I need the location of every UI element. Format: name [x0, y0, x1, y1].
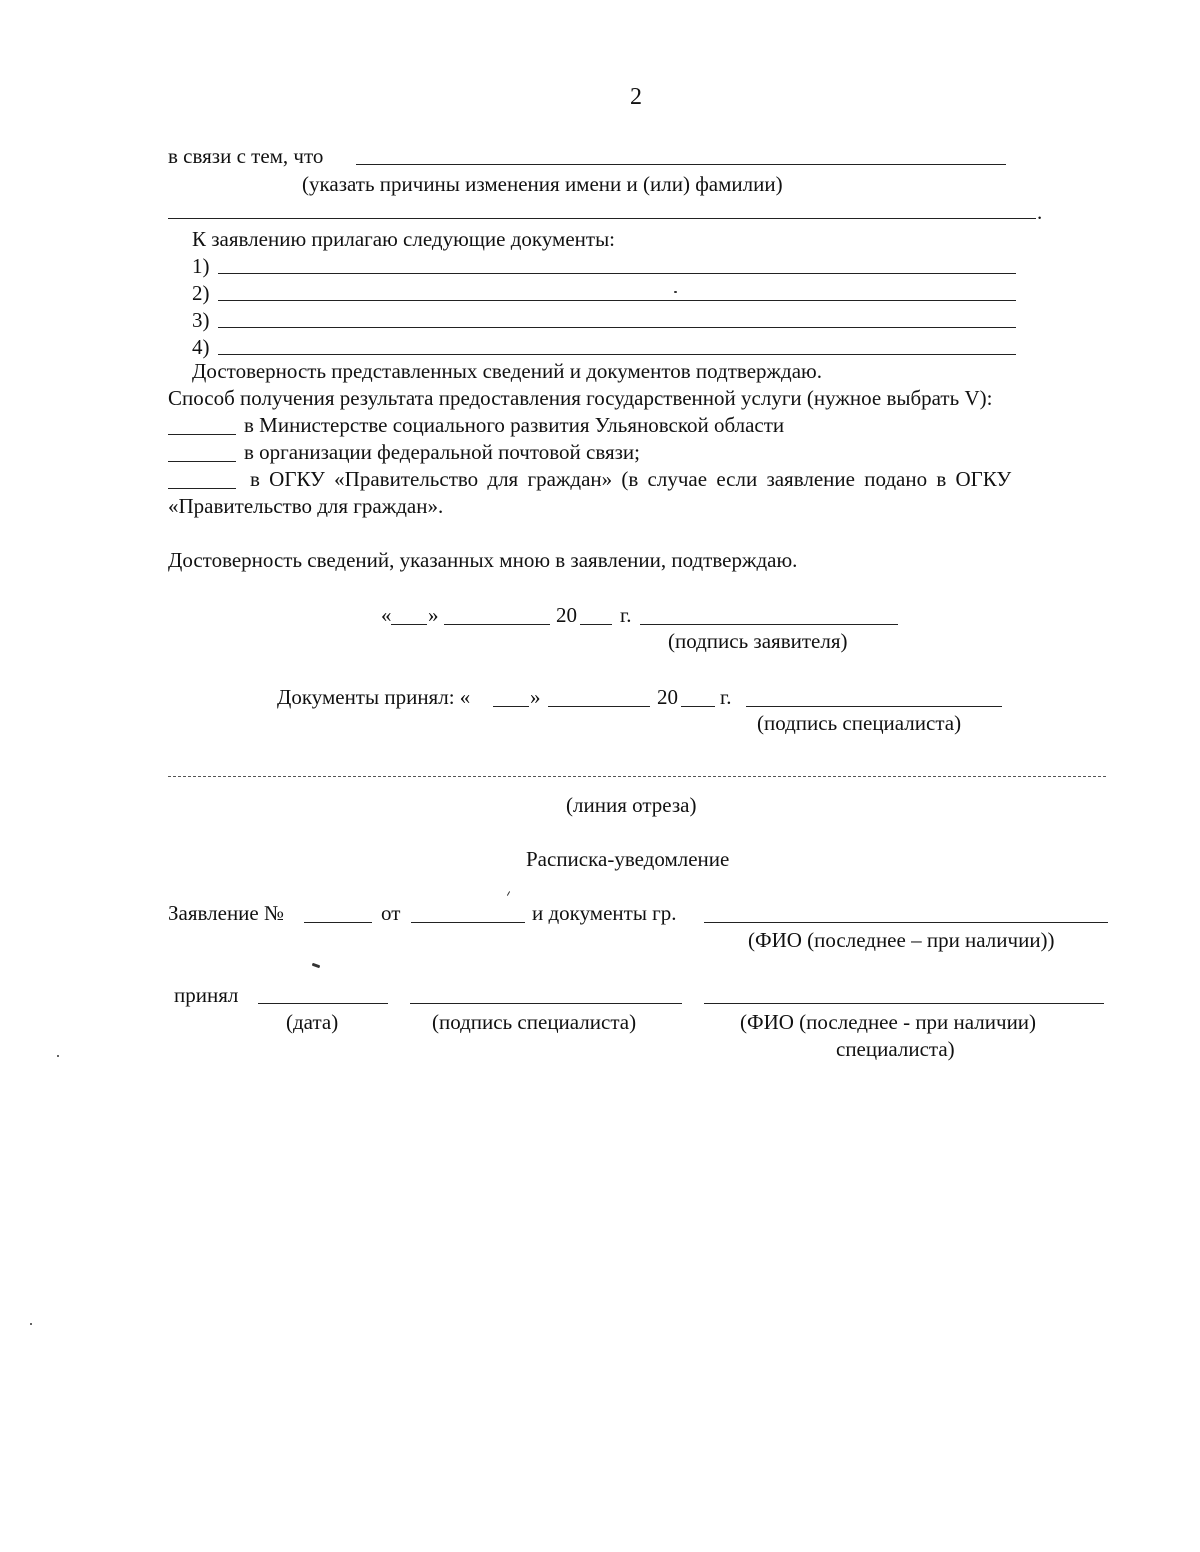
accepted-year-suffix: г. — [720, 685, 732, 709]
applicant-open-quote: « — [381, 603, 392, 627]
applicant-year-suffix: г. — [620, 603, 632, 627]
receipt-from-label: от — [381, 901, 401, 925]
scan-speck — [312, 963, 321, 969]
accepted-close-quote: » — [530, 685, 541, 709]
receipt-sign-caption: (подпись специалиста) — [432, 1010, 637, 1034]
attachment-field-3[interactable] — [218, 327, 1016, 328]
receipt-title: Расписка-уведомление — [526, 847, 730, 871]
receipt-application-number-field[interactable] — [304, 922, 372, 923]
receipt-fio-spec-caption-line2: специалиста) — [836, 1037, 955, 1061]
attachment-number-2: 2) — [192, 281, 210, 305]
scan-speck — [57, 1055, 59, 1057]
applicant-signature-caption: (подпись заявителя) — [668, 629, 848, 653]
method-option-1-label: в Министерстве социального развития Ульяновской области — [244, 413, 785, 437]
accepted-day-field[interactable] — [493, 706, 529, 707]
attachment-field-4[interactable] — [218, 354, 1016, 355]
accepted-month-field[interactable] — [548, 706, 650, 707]
receipt-fio-caption: (ФИО (последнее – при наличии)) — [748, 928, 1055, 952]
reason-prefix: в связи с тем, что — [168, 144, 324, 168]
scan-speck — [674, 291, 677, 293]
receipt-received-label: принял — [174, 983, 239, 1007]
receipt-application-label: Заявление № — [168, 901, 285, 925]
applicant-month-field[interactable] — [444, 624, 550, 625]
accepted-signature-caption: (подпись специалиста) — [757, 711, 962, 735]
reason-field-continued[interactable] — [168, 218, 1036, 219]
attachment-number-4: 4) — [192, 335, 210, 359]
receipt-specialist-fio-field[interactable] — [704, 1003, 1104, 1004]
cut-line — [168, 776, 1106, 777]
receipt-docs-label: и документы гр. — [532, 901, 677, 925]
applicant-day-field[interactable] — [391, 624, 427, 625]
method-option-3-label-cont: «Правительство для граждан». — [168, 494, 444, 518]
applicant-year-field[interactable] — [580, 624, 612, 625]
receipt-applicant-fio-field[interactable] — [704, 922, 1108, 923]
receipt-date-caption: (дата) — [286, 1010, 339, 1034]
applicant-year-prefix: 20 — [556, 603, 577, 627]
reason-field[interactable] — [356, 164, 1006, 165]
attachments-heading: К заявлению прилагаю следующие документы: — [192, 227, 616, 251]
confirm-info-text: Достоверность сведений, указанных мною в заявлении, подтверждаю. — [168, 548, 798, 572]
cut-line-label: (линия отреза) — [566, 793, 697, 817]
attachment-field-1[interactable] — [218, 273, 1016, 274]
receipt-date-field[interactable] — [411, 922, 525, 923]
method-heading: Способ получения результата предоставления государственной услуги (нужное выбрать V): — [168, 386, 993, 410]
reason-end-period: . — [1037, 200, 1043, 224]
page-number: 2 — [630, 84, 642, 110]
confirm-docs-text: Достоверность представленных сведений и документов подтверждаю. — [192, 359, 822, 383]
attachment-field-2[interactable] — [218, 300, 1016, 301]
scan-speck — [507, 891, 510, 896]
reason-hint: (указать причины изменения имени и (или) фамилии) — [302, 172, 783, 196]
method-option-3-checkbox[interactable] — [168, 488, 236, 489]
accepted-year-field[interactable] — [681, 706, 715, 707]
method-option-1-checkbox[interactable] — [168, 434, 236, 435]
applicant-close-quote: » — [428, 603, 439, 627]
accepted-signature-field[interactable] — [746, 706, 1002, 707]
accepted-year-prefix: 20 — [657, 685, 678, 709]
method-option-2-checkbox[interactable] — [168, 461, 236, 462]
applicant-signature-field[interactable] — [640, 624, 898, 625]
receipt-specialist-signature-field[interactable] — [410, 1003, 682, 1004]
attachment-number-3: 3) — [192, 308, 210, 332]
attachment-number-1: 1) — [192, 254, 210, 278]
method-option-3-label: в ОГКУ «Правительство для граждан» (в случае если заявление подано в ОГКУ — [250, 467, 1012, 491]
receipt-received-date-field[interactable] — [258, 1003, 388, 1004]
receipt-fio-spec-caption-line1: (ФИО (последнее - при наличии) — [740, 1010, 1037, 1034]
accepted-label: Документы принял: « — [277, 685, 471, 709]
method-option-2-label: в организации федеральной почтовой связи; — [244, 440, 641, 464]
scan-speck — [30, 1323, 32, 1325]
